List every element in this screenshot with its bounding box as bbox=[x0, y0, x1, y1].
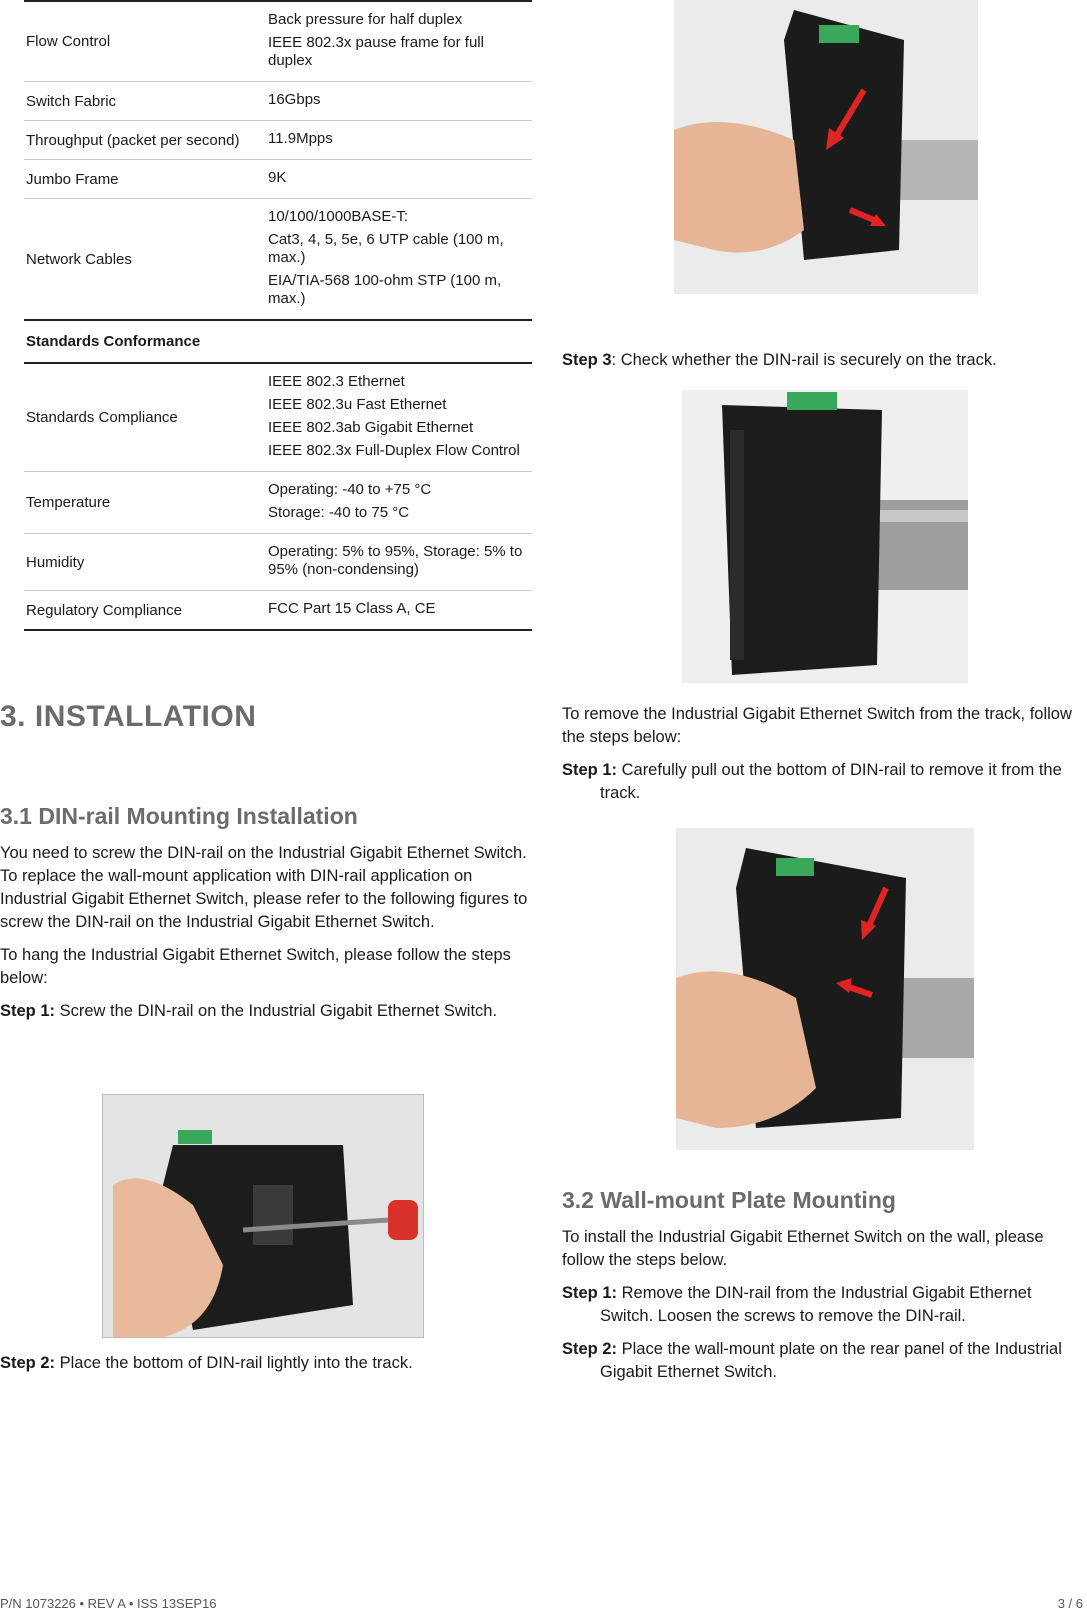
spec-value-line: IEEE 802.3ab Gigabit Ethernet bbox=[268, 419, 474, 436]
installation-heading: 3. INSTALLATION bbox=[0, 700, 257, 733]
spec-value-line: Operating: -40 to +75 °C bbox=[268, 481, 432, 498]
spec-value bbox=[268, 160, 532, 199]
spec-value bbox=[268, 1, 532, 82]
spec-row bbox=[24, 199, 532, 321]
spec-key: Switch Fabric bbox=[24, 82, 268, 121]
photo-remove-from-track bbox=[676, 828, 974, 1150]
spec-value-line: FCC Part 15 Class A, CE bbox=[268, 600, 436, 617]
spec-value bbox=[268, 363, 532, 472]
spec-value bbox=[268, 82, 532, 121]
photo-secured-on-track bbox=[682, 390, 968, 683]
din-intro-paragraph: You need to screw the DIN-rail on the Industrial Gigabit Ethernet Switch. To replace the wall-mount application with DIN-rail application on Industrial Gigabit Ethernet Switch, please refer to the following figures to screw the DIN-rail on the Industrial Gigabit Ethernet Switch. bbox=[0, 844, 528, 931]
spec-section-row bbox=[24, 320, 532, 363]
spec-value-line: 11.9Mpps bbox=[268, 130, 333, 147]
spec-value-line: 16Gbps bbox=[268, 91, 321, 108]
wall-step2-text: Step 2: Place the wall-mount plate on the rear panel of the Industrial Gigabit Ethernet Switch. bbox=[562, 1340, 1062, 1381]
remove-intro-paragraph: To remove the Industrial Gigabit Ethernet Switch from the track, follow the steps below: bbox=[562, 705, 1072, 746]
wall-mount-section bbox=[562, 1187, 1072, 1384]
spec-value bbox=[268, 591, 532, 631]
din-section bbox=[0, 803, 528, 1023]
spec-value bbox=[268, 472, 532, 534]
spec-value-line: EIA/TIA-568 100-ohm STP (100 m, max.) bbox=[268, 272, 502, 307]
remove-section bbox=[562, 703, 1072, 805]
spec-key: Flow Control bbox=[24, 1, 268, 82]
din-rail-heading: 3.1 DIN-rail Mounting Installation bbox=[0, 803, 358, 829]
step3-text: Step 3: Check whether the DIN-rail is securely on the track. bbox=[562, 351, 997, 369]
din-hang-paragraph: To hang the Industrial Gigabit Ethernet Switch, please follow the steps below: bbox=[0, 946, 511, 987]
spec-key: Temperature bbox=[24, 472, 268, 534]
spec-value bbox=[268, 121, 532, 160]
remove-step1-text: Step 1: Carefully pull out the bottom of DIN-rail to remove it from the track. bbox=[562, 761, 1062, 802]
spec-row bbox=[24, 472, 532, 534]
spec-value-line: 9K bbox=[268, 169, 287, 186]
spec-key: Standards Compliance bbox=[24, 363, 268, 472]
photo-screw-din-rail bbox=[102, 1094, 424, 1338]
wall-step1-text: Step 1: Remove the DIN-rail from the Industrial Gigabit Ethernet Switch. Loosen the screws to remove the DIN-rail. bbox=[562, 1284, 1032, 1325]
spec-key: Network Cables bbox=[24, 199, 268, 321]
spec-row bbox=[24, 534, 532, 591]
spec-key: Throughput (packet per second) bbox=[24, 121, 268, 160]
step1-text: Step 1: Screw the DIN-rail on the Industrial Gigabit Ethernet Switch. bbox=[0, 1002, 498, 1020]
spec-row bbox=[24, 121, 532, 160]
wall-mount-intro: To install the Industrial Gigabit Ethernet Switch on the wall, please follow the steps below. bbox=[562, 1228, 1044, 1269]
spec-value-line: Back pressure for half duplex bbox=[268, 11, 463, 28]
spec-value-line: IEEE 802.3x pause frame for full duplex bbox=[268, 34, 484, 69]
spec-row bbox=[24, 1, 532, 82]
spec-value-line: Cat3, 4, 5, 5e, 6 UTP cable (100 m, max.) bbox=[268, 231, 504, 266]
spec-value-line: IEEE 802.3x Full-Duplex Flow Control bbox=[268, 442, 520, 459]
step2-text: Step 2: Place the bottom of DIN-rail lightly into the track. bbox=[0, 1354, 413, 1372]
spec-value-line: IEEE 802.3 Ethernet bbox=[268, 373, 405, 390]
wall-mount-heading: 3.2 Wall-mount Plate Mounting bbox=[562, 1187, 896, 1213]
spec-key: Regulatory Compliance bbox=[24, 591, 268, 631]
footer-part-number: P/N 1073226 • REV A • ISS 13SEP16 bbox=[0, 1596, 217, 1611]
spec-value-line: Storage: -40 to 75 °C bbox=[268, 504, 410, 521]
spec-value bbox=[268, 534, 532, 591]
spec-value-line: 10/100/1000BASE-T: bbox=[268, 208, 409, 225]
spec-value-line: IEEE 802.3u Fast Ethernet bbox=[268, 396, 447, 413]
footer-page-number: 3 / 6 bbox=[1057, 1596, 1083, 1611]
spec-row bbox=[24, 82, 532, 121]
spec-section-title: Standards Conformance bbox=[24, 320, 532, 363]
step2-block bbox=[0, 1352, 528, 1375]
spec-row bbox=[24, 363, 532, 472]
spec-row bbox=[24, 160, 532, 199]
photo-place-on-track bbox=[674, 0, 978, 294]
specification-table bbox=[24, 0, 532, 631]
spec-key: Humidity bbox=[24, 534, 268, 591]
spec-key: Jumbo Frame bbox=[24, 160, 268, 199]
spec-value-line: Operating: 5% to 95%, Storage: 5% to 95% (non-condensing) bbox=[268, 543, 523, 578]
spec-row bbox=[24, 591, 532, 631]
spec-value bbox=[268, 199, 532, 321]
